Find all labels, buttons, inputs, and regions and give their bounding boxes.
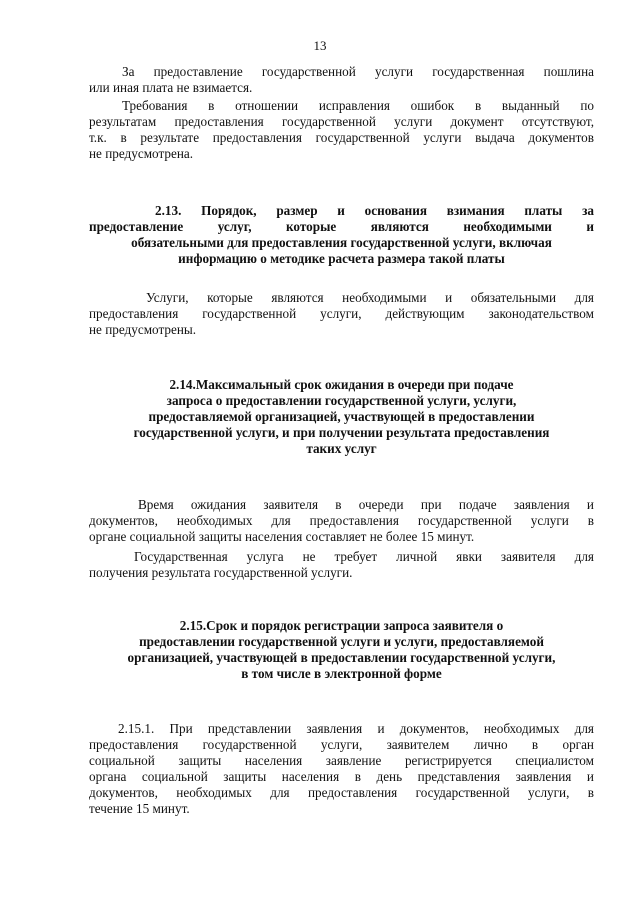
text-line: результатам предоставления государственной услуги документ отсутствуют, xyxy=(89,114,594,129)
text-line: органе социальной защиты населения составляет не более 15 минут. xyxy=(89,529,475,544)
heading-line: государственной услуги, и при получении результата предоставления xyxy=(133,425,550,440)
text-line: или иная плата не взимается. xyxy=(89,80,253,95)
text-line: За предоставление государственной услуги государственная пошлина xyxy=(122,64,594,79)
text-line: Государственная услуга не требует личной явки заявителя для xyxy=(134,549,594,564)
text-line: не предусмотрена. xyxy=(89,146,194,161)
heading-line: организацией, участвующей в предоставлении государственной услуги, xyxy=(127,650,556,665)
section-heading-2-14 xyxy=(89,377,594,457)
heading-line: предоставляемой организацией, участвующей в предоставлении xyxy=(148,409,535,424)
text-line: Время ожидания заявителя в очереди при подаче заявления и xyxy=(138,497,594,512)
heading-line: 2.14.Максимальный срок ожидания в очереди при подаче xyxy=(169,377,514,392)
section-heading-2-15 xyxy=(89,618,594,682)
section-heading-2-13 xyxy=(89,203,594,267)
page-number: 13 xyxy=(313,38,327,53)
text-line: не предусмотрены. xyxy=(89,322,197,337)
text-line: документов, необходимых для предоставления государственной услуги в xyxy=(89,513,594,528)
text-line: Требования в отношении исправления ошибок в выданный по xyxy=(122,98,594,113)
text-line: Услуги, которые являются необходимыми и обязательными для xyxy=(146,290,594,305)
heading-line: 2.15.Срок и порядок регистрации запроса заявителя о xyxy=(179,618,504,633)
text-line: получения результата государственной услуги. xyxy=(89,565,353,580)
paragraph-2-15-1 xyxy=(89,721,594,817)
text-line: органа социальной защиты населения в день представления заявления и xyxy=(89,769,594,784)
paragraph-state-fee xyxy=(89,64,594,96)
text-line: течение 15 минут. xyxy=(89,801,190,816)
paragraph-2-14-waiting xyxy=(89,497,594,545)
text-line: предоставления государственной услуги, заявителем лично в орган xyxy=(89,737,594,752)
text-line: т.к. в результате предоставления государственной услуги выдача документов xyxy=(89,130,594,145)
heading-line: обязательными для предоставления государственной услуги, включая xyxy=(131,235,552,250)
paragraph-error-correction xyxy=(89,98,594,162)
heading-line: в том числе в электронной форме xyxy=(241,666,442,681)
text-line: предоставления государственной услуги, действующим законодательством xyxy=(89,306,594,321)
heading-line: предоставление услуг, которые являются необходимыми и xyxy=(89,219,594,234)
heading-line: информацию о методике расчета размера такой платы xyxy=(178,251,505,266)
text-line: социальной защиты населения заявление регистрируется специалистом xyxy=(89,753,594,768)
text-line: документов, необходимых для предоставления государственной услуги, в xyxy=(89,785,594,800)
heading-line: предоставлении государственной услуги и услуги, предоставляемой xyxy=(139,634,544,649)
paragraph-2-13-body xyxy=(89,290,594,338)
text-line: 2.15.1. При представлении заявления и документов, необходимых для xyxy=(118,721,594,736)
paragraph-2-14-personal-visit xyxy=(89,549,594,581)
heading-line: таких услуг xyxy=(306,441,377,456)
heading-line: запроса о предоставлении государственной услуги, услуги, xyxy=(166,393,517,408)
heading-line: 2.13. Порядок, размер и основания взимания платы за xyxy=(155,203,594,218)
